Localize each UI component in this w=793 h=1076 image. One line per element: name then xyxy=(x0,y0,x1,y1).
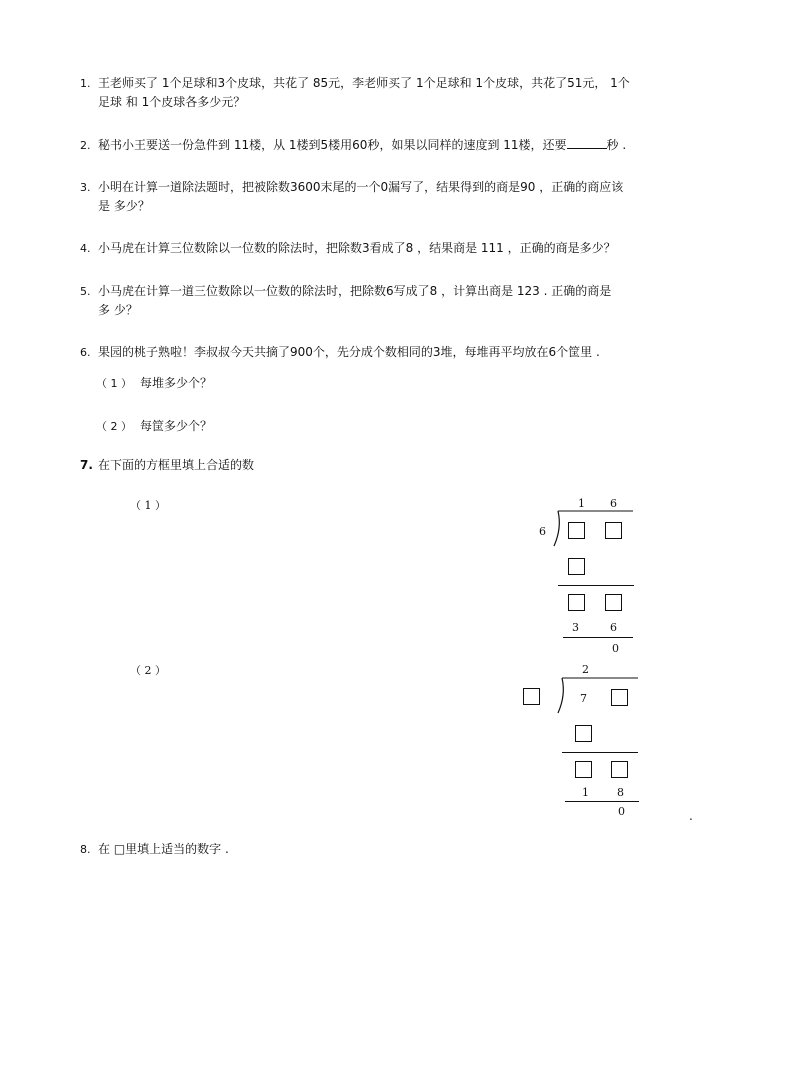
part-label: （ 1 ） xyxy=(130,499,166,512)
divisor: 6 xyxy=(539,525,546,538)
blank-box[interactable] xyxy=(575,761,592,778)
blank-box[interactable] xyxy=(575,725,592,742)
sub-text: 每筐多少个？ xyxy=(140,419,213,433)
question-text-cont: 足球 和 1个皮球各多少元？ xyxy=(98,95,246,109)
blank-box[interactable] xyxy=(611,761,628,778)
subtraction-line xyxy=(562,752,638,753)
part-label: （ 2 ） xyxy=(130,664,166,677)
blank-box[interactable] xyxy=(611,689,628,706)
trailing-dot: . xyxy=(689,809,693,823)
subtraction-line xyxy=(565,801,639,802)
blank-box[interactable] xyxy=(605,522,622,539)
question-number: 5. xyxy=(80,285,91,298)
question-number: 6. xyxy=(80,346,91,359)
remainder: 0 xyxy=(612,642,619,655)
question-number: 1. xyxy=(80,77,91,90)
question-7 xyxy=(80,456,254,474)
answer-blank[interactable] xyxy=(567,136,607,149)
question-number: 4. xyxy=(80,242,91,255)
q6-sub-1 xyxy=(96,374,212,393)
quotient-digit: 2 xyxy=(582,663,589,676)
question-text-cont: 多 少？ xyxy=(98,303,138,317)
subtraction-line xyxy=(558,585,634,586)
sub-label: （ 1 ） xyxy=(96,377,132,390)
question-text: 秘书小王要送一份急件到 11楼，从 1楼到5楼用60秒，如果以同样的速度到 11楼，还要 xyxy=(98,138,567,152)
dividend-digit: 7 xyxy=(580,692,587,705)
question-number: 8. xyxy=(80,843,91,856)
question-number: 7. xyxy=(80,458,93,472)
question-text: 果园的桃子熟啦！李叔叔今天共摘了900个，先分成个数相同的3堆，每堆再平均放在6个筐里 . xyxy=(98,345,600,359)
sub-label: （ 2 ） xyxy=(96,420,132,433)
question-number: 2. xyxy=(80,139,91,152)
product-digit: 3 xyxy=(572,621,579,634)
division-bracket xyxy=(549,510,639,550)
question-2 xyxy=(80,136,626,155)
blank-box[interactable] xyxy=(523,688,540,705)
question-5 xyxy=(80,282,611,319)
question-text: 小明在计算一道除法题时，把被除数3600末尾的一个0漏写了，结果得到的商是90 ，正确的商应该 xyxy=(98,180,624,194)
question-8 xyxy=(80,840,229,859)
question-text: 小马虎在计算一道三位数除以一位数的除法时，把除数6写成了8 ，计算出商是 123 . 正确的商是 xyxy=(98,284,612,298)
blank-box[interactable] xyxy=(568,558,585,575)
remainder: 0 xyxy=(618,805,625,818)
division-bracket xyxy=(553,677,643,717)
question-text: 在下面的方框里填上合适的数 xyxy=(98,458,255,472)
product-digit: 8 xyxy=(617,786,624,799)
question-text-end: 秒 . xyxy=(606,138,627,152)
question-text: 在 □里填上适当的数字 . xyxy=(98,842,229,856)
subtraction-line xyxy=(563,637,633,638)
question-1 xyxy=(80,74,630,111)
quotient-digit: 1 xyxy=(578,497,585,510)
question-6 xyxy=(80,343,600,362)
product-digit: 1 xyxy=(582,786,589,799)
question-text: 王老师买了 1个足球和3个皮球，共花了 85元，李老师买了 1个足球和 1个皮球，共花了51元， 1个 xyxy=(98,76,630,90)
blank-box[interactable] xyxy=(605,594,622,611)
question-4 xyxy=(80,239,616,258)
blank-box[interactable] xyxy=(568,594,585,611)
question-number: 3. xyxy=(80,181,91,194)
blank-box[interactable] xyxy=(568,522,585,539)
quotient-digit: 6 xyxy=(610,497,617,510)
product-digit: 6 xyxy=(610,621,617,634)
question-text: 小马虎在计算三位数除以一位数的除法时，把除数3看成了8 ，结果商是 111 ，正确的商是多少？ xyxy=(98,241,616,255)
question-3 xyxy=(80,178,623,215)
q6-sub-2 xyxy=(96,417,212,436)
question-text-cont: 是 多少？ xyxy=(98,199,150,213)
sub-text: 每堆多少个？ xyxy=(140,376,213,390)
